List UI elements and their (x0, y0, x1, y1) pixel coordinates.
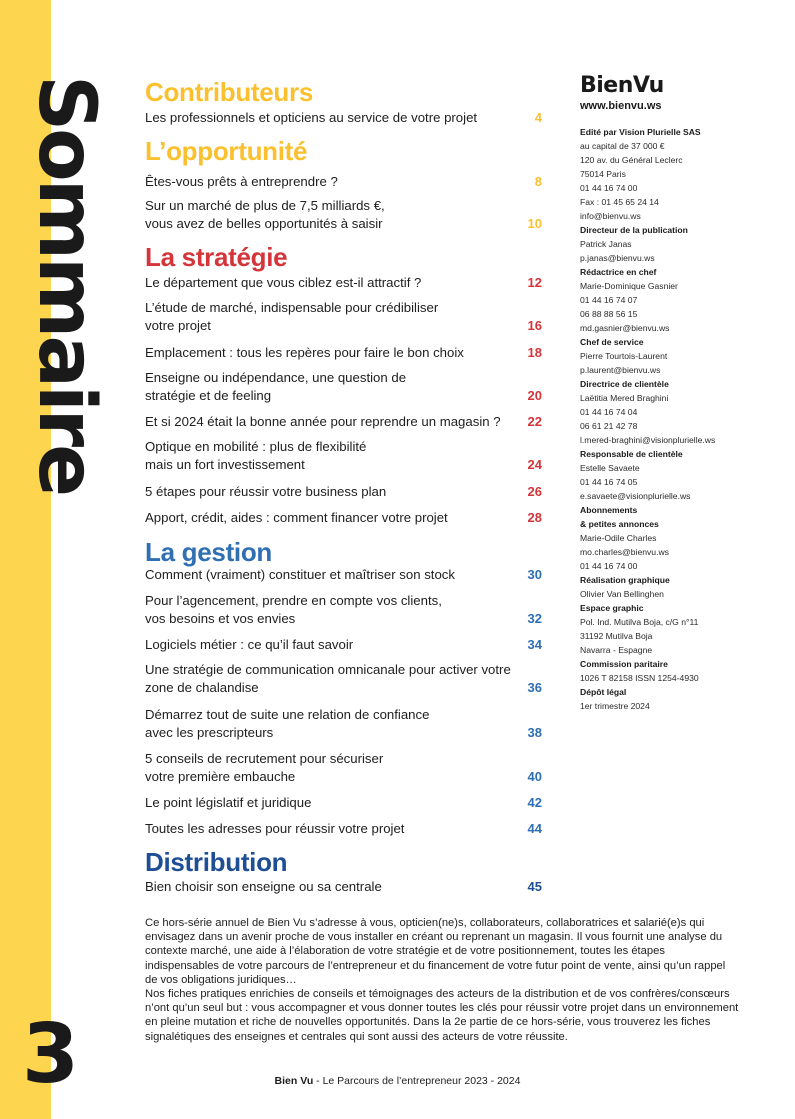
toc-entry-title: Toutes les adresses pour réussir votre projet (145, 821, 405, 836)
credit-label: Edité par Vision Plurielle SAS (580, 127, 701, 137)
toc-entry[interactable] (145, 820, 542, 838)
toc-entry-title: Enseigne ou indépendance, une question de stratégie et de feeling (145, 370, 407, 403)
credit-line: 1026 T 82158 ISSN 1254-4930 (580, 673, 699, 683)
toc-page-number: 16 (527, 318, 542, 333)
credit-line: Fax : 01 45 65 24 14 (580, 197, 659, 207)
credit-line: Estelle Savaete (580, 463, 640, 473)
credit-line: Olivier Van Bellinghen (580, 589, 664, 599)
toc-entry[interactable] (145, 197, 542, 233)
page-footer (0, 1075, 795, 1087)
toc-entry-title: Emplacement : tous les repères pour faire le bon choix (145, 345, 464, 360)
toc-page-number: 4 (534, 110, 542, 125)
toc-entry-title: Optique en mobilité : plus de flexibilité mais un fort investissement (145, 439, 367, 472)
credit-line: Laëtitia Mered Braghini (580, 393, 669, 403)
toc-entry-title: Êtes-vous prêts à entreprendre ? (145, 174, 338, 189)
credit-label: Directrice de clientèle (580, 379, 669, 389)
toc-page-number: 12 (527, 275, 542, 290)
toc-entry[interactable] (145, 438, 542, 474)
credit-label: & petites annonces (580, 519, 659, 529)
credit-line: Patrick Janas (580, 239, 632, 249)
page-title: Sommaire (21, 75, 111, 495)
credit-label: Dépôt légal (580, 687, 627, 697)
toc-entry[interactable] (145, 344, 542, 362)
toc-entry-title: Et si 2024 était la bonne année pour reprendre un magasin ? (145, 414, 501, 429)
credit-label: Responsable de clientèle (580, 449, 683, 459)
credit-line: 06 88 88 56 15 (580, 309, 638, 319)
toc-page-number: 38 (527, 725, 542, 740)
toc-entry[interactable] (145, 369, 542, 405)
credit-line: 120 av. du Général Leclerc (580, 155, 683, 165)
credit-label: Rédactrice en chef (580, 267, 657, 277)
section-heading: L’opportunité (145, 136, 308, 166)
credit-line: 01 44 16 74 00 (580, 183, 638, 193)
toc-page-number: 20 (527, 388, 542, 403)
credit-line: info@bienvu.ws (580, 211, 641, 221)
intro-paragraph: Nos fiches pratiques enrichies de conseils et témoignages des acteurs de la distribution et de vos confrères/consœurs n’ont qu’un seul but : vous accompagner et vous donner toutes les clés pour réussir votre projet dans un environnement en pleine mutation et riche de nouvelles opportunités. Dans la 2e partie de ce hors-série, vous trouverez les fiches signalétiques des enseignes et centrales qui sont aussi des acteurs de votre réussite. (145, 988, 739, 1043)
credit-line: p.janas@bienvu.ws (580, 253, 655, 263)
toc-page-number: 26 (527, 484, 542, 499)
toc-page-number: 36 (527, 680, 542, 695)
toc-entry[interactable] (145, 592, 542, 628)
credit-line: 01 44 16 74 07 (580, 295, 638, 305)
intro-text (145, 916, 739, 1044)
toc-entry-title: Sur un marché de plus de 7,5 milliards €, vous avez de belles opportunités à saisir (145, 198, 385, 231)
toc-page-number: 28 (527, 510, 542, 525)
toc-page-number: 22 (527, 414, 542, 429)
credit-line: 06 61 21 42 78 (580, 421, 638, 431)
toc-entry-title: Comment (vraiment) constituer et maîtriser son stock (145, 567, 455, 582)
credit-line: e.savaete@visionplurielle.ws (580, 491, 691, 501)
toc-page-number: 40 (527, 769, 542, 784)
toc-entry-title: Le département que vous ciblez est-il attractif ? (145, 275, 422, 290)
toc-entry[interactable] (145, 750, 542, 786)
toc-entry[interactable] (145, 483, 542, 501)
toc-entry[interactable] (145, 706, 542, 742)
masthead-credits (580, 125, 770, 713)
toc-page-number: 10 (527, 216, 542, 231)
toc-page-number: 42 (527, 795, 542, 810)
toc-entry-title: Apport, crédit, aides : comment financer votre projet (145, 510, 448, 525)
credit-label: Commission paritaire (580, 659, 668, 669)
toc-entry-title: Une stratégie de communication omnicanale pour activer votre zone de chalandise (145, 662, 511, 695)
toc-entry[interactable] (145, 878, 542, 896)
credit-line: mo.charles@bienvu.ws (580, 547, 669, 557)
credit-line: 31192 Mutilva Boja (580, 631, 653, 641)
credit-label: Abonnements (580, 505, 638, 515)
credit-label: Réalisation graphique (580, 575, 670, 585)
footer-text: - Le Parcours de l’entrepreneur 2023 - 2024 (313, 1075, 521, 1087)
credit-line: l.mered-braghini@visionplurielle.ws (580, 435, 716, 445)
toc-page-number: 8 (534, 174, 542, 189)
toc-entry[interactable] (145, 299, 542, 335)
toc-entry-title: L’étude de marché, indispensable pour crédibiliser votre projet (145, 300, 439, 333)
masthead (580, 74, 770, 713)
toc-entry-title: Bien choisir son enseigne ou sa centrale (145, 879, 382, 894)
toc-page-number: 44 (527, 821, 542, 836)
toc-entry[interactable] (145, 661, 542, 697)
toc-page-number: 34 (527, 637, 542, 652)
section-heading: Distribution (145, 847, 288, 877)
toc-page-number: 30 (527, 567, 542, 582)
credit-line: au capital de 37 000 € (580, 141, 665, 151)
credit-line: 1er trimestre 2024 (580, 701, 650, 711)
toc-entry[interactable] (145, 636, 542, 654)
toc-entry-title: Pour l’agencement, prendre en compte vos clients, vos besoins et vos envies (145, 593, 442, 626)
toc-entry[interactable] (145, 413, 542, 431)
toc-entry[interactable] (145, 173, 542, 191)
section-heading: La gestion (145, 537, 273, 567)
credit-line: Marie-Odile Charles (580, 533, 657, 543)
credit-line: Pol. Ind. Mutilva Boja, c/G n°11 (580, 617, 699, 627)
toc-page-number: 45 (527, 879, 542, 894)
toc-entry[interactable] (145, 109, 542, 127)
section-heading: Contributeurs (145, 77, 313, 107)
bienvu-logo: BienVu (580, 73, 664, 98)
section-heading: La stratégie (145, 242, 288, 272)
footer-brand: Bien Vu (274, 1075, 314, 1087)
credit-line: 01 44 16 74 00 (580, 561, 638, 571)
credit-line: md.gasnier@bienvu.ws (580, 323, 670, 333)
credit-label: Chef de service (580, 337, 644, 347)
toc-entry-title: 5 conseils de recrutement pour sécuriser votre première embauche (145, 751, 384, 784)
toc-entry[interactable] (145, 566, 542, 584)
credit-label: Directeur de la publication (580, 225, 688, 235)
credit-line: p.laurent@bienvu.ws (580, 365, 661, 375)
toc-page-number: 18 (527, 345, 542, 360)
toc-entry[interactable] (145, 509, 542, 527)
toc-page-number: 24 (527, 457, 542, 472)
toc-page-number: 32 (527, 611, 542, 626)
toc-entry-title: Le point législatif et juridique (145, 795, 312, 810)
intro-paragraph: Ce hors-série annuel de Bien Vu s’adresse à vous, opticien(ne)s, collaborateurs, collaboratrices et salarié(e)s qui envisagez dans un avenir proche de vous installer en créant ou reprenant un magasin. Il vous fournit une analyse du contexte marché, une aide à l’élaboration de votre stratégie et de votre positionnement, toutes les étapes indispensables de votre parcours de l’entrepreneur et du financement de votre futur point de vente, ainsi qu’un rappel de vos obligations juridiques… (145, 917, 726, 986)
toc-entry-title: Démarrez tout de suite une relation de confiance avec les prescripteurs (145, 707, 430, 740)
toc-entry-title: 5 étapes pour réussir votre business plan (145, 484, 387, 499)
credit-line: Pierre Tourtois-Laurent (580, 351, 668, 361)
toc-entry[interactable] (145, 794, 542, 812)
website-link[interactable]: www.bienvu.ws (580, 100, 662, 112)
credit-line: 01 44 16 74 05 (580, 477, 638, 487)
credit-line: Marie-Dominique Gasnier (580, 281, 678, 291)
page-number: 3 (22, 1007, 80, 1102)
credit-line: 01 44 16 74 04 (580, 407, 638, 417)
toc-entry[interactable] (145, 274, 542, 292)
toc-entry-title: Logiciels métier : ce qu’il faut savoir (145, 637, 354, 652)
credit-line: Navarra - Espagne (580, 645, 653, 655)
toc-entry-title: Les professionnels et opticiens au service de votre projet (145, 110, 478, 125)
credit-label: Espace graphic (580, 603, 644, 613)
credit-line: 75014 Paris (580, 169, 626, 179)
